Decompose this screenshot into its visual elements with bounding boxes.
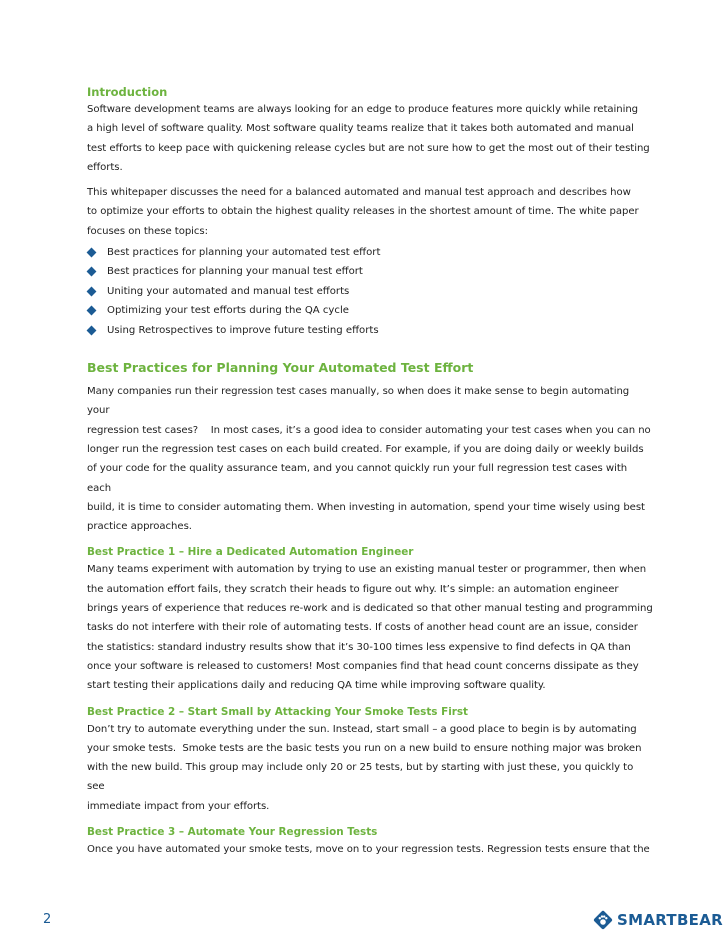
list-item bbox=[87, 262, 653, 281]
list-item bbox=[87, 282, 653, 301]
intro-heading: Introduction bbox=[87, 85, 168, 99]
best-practice-2-heading: Best Practice 2 – Start Small by Attacking Your Smoke Tests First bbox=[87, 705, 469, 718]
best-practice-3-paragraph bbox=[87, 840, 653, 859]
diamond-bullet-icon bbox=[87, 248, 97, 258]
text-line: efforts. bbox=[87, 161, 123, 173]
page-content bbox=[87, 84, 653, 859]
text-line: build, it is time to consider automating them. When investing in automation, spend your time wisely using best bbox=[87, 501, 645, 513]
list-item-text: Best practices for planning your manual test effort bbox=[107, 266, 363, 278]
list-item-text: Using Retrospectives to improve future testing efforts bbox=[107, 324, 379, 336]
list-item-text: Optimizing your test efforts during the QA cycle bbox=[107, 305, 349, 317]
best-practice-3-heading: Best Practice 3 – Automate Your Regression Tests bbox=[87, 826, 378, 839]
text-line: with the new build. This group may include only 20 or 25 tests, but by starting with just these, you quickly to see bbox=[87, 762, 634, 793]
list-item bbox=[87, 301, 653, 320]
text-line: brings years of experience that reduces re-work and is dedicated so that other manual testing and programming bbox=[87, 603, 653, 615]
list-item bbox=[87, 321, 653, 340]
bear-paw-icon bbox=[593, 910, 613, 930]
list-item-text: Best practices for planning your automated test effort bbox=[107, 247, 381, 259]
best-practice-2-paragraph bbox=[87, 720, 653, 816]
text-line: to optimize your efforts to obtain the highest quality releases in the shortest amount of time. The white paper bbox=[87, 206, 639, 218]
text-line: the automation effort fails, they scratch their heads to figure out why. It’s simple: an automation engineer bbox=[87, 583, 619, 595]
text-line: longer run the regression test cases on each build created. For example, if you are doing daily or weekly builds bbox=[87, 444, 644, 455]
section-heading: Best Practices for Planning Your Automated Test Effort bbox=[87, 360, 474, 376]
diamond-bullet-icon bbox=[87, 325, 97, 335]
text-line: regression test cases? In most cases, it’s a good idea to consider automating your test cases when you can no bbox=[87, 424, 651, 436]
text-line: your smoke tests. Smoke tests are the basic tests you run on a new build to ensure nothing major was broken bbox=[87, 742, 642, 754]
best-practice-1-heading: Best Practice 1 – Hire a Dedicated Automation Engineer bbox=[87, 546, 414, 559]
intro-paragraph-1 bbox=[87, 100, 653, 177]
text-line: tasks do not interfere with their role of automating tests. If costs of another head count are an issue, consider bbox=[87, 622, 638, 634]
text-line: Don’t try to automate everything under the sun. Instead, start small – a good place to begin is by automating bbox=[87, 723, 637, 735]
text-line: focuses on these topics: bbox=[87, 225, 208, 237]
text-line: once your software is released to customers! Most companies find that head count concerns dissipate as they bbox=[87, 660, 639, 672]
text-line: This whitepaper discusses the need for a balanced automated and manual test approach and describes how bbox=[87, 187, 631, 199]
text-line: of your code for the quality assurance team, and you cannot quickly run your full regression test cases with each bbox=[87, 463, 628, 494]
diamond-bullet-icon bbox=[87, 267, 97, 277]
text-line: Many companies run their regression test cases manually, so when does it make sense to begin automating your bbox=[87, 386, 630, 417]
diamond-bullet-icon bbox=[87, 286, 97, 296]
text-line: the statistics: standard industry results show that it’s 30-100 times less expensive to find defects in QA than bbox=[87, 641, 631, 653]
text-line: Software development teams are always looking for an edge to produce features more quickly while retaining bbox=[87, 104, 639, 115]
text-line: start testing their applications daily and reducing QA time while improving software quality. bbox=[87, 680, 546, 692]
text-line: test efforts to keep pace with quickening release cycles but are not sure how to get the most out of their testing bbox=[87, 142, 650, 154]
smartbear-logo bbox=[593, 908, 723, 932]
page-number: 2 bbox=[43, 912, 52, 927]
text-line: Many teams experiment with automation by trying to use an existing manual tester or programmer, then when bbox=[87, 564, 647, 576]
text-line: a high level of software quality. Most software quality teams realize that it takes both automated and manual bbox=[87, 123, 634, 135]
text-line: practice approaches. bbox=[87, 521, 192, 533]
text-line: Once you have automated your smoke tests, move on to your regression tests. Regression tests ensure that the bbox=[87, 844, 650, 856]
logo-text: SMARTBEAR bbox=[617, 911, 723, 929]
intro-paragraph-2 bbox=[87, 183, 653, 241]
best-practice-1-paragraph bbox=[87, 560, 653, 695]
section-paragraph bbox=[87, 382, 653, 536]
topics-list bbox=[87, 243, 653, 340]
list-item-text: Uniting your automated and manual test efforts bbox=[107, 285, 350, 297]
diamond-bullet-icon bbox=[87, 306, 97, 316]
text-line: immediate impact from your efforts. bbox=[87, 800, 270, 812]
list-item bbox=[87, 243, 653, 262]
